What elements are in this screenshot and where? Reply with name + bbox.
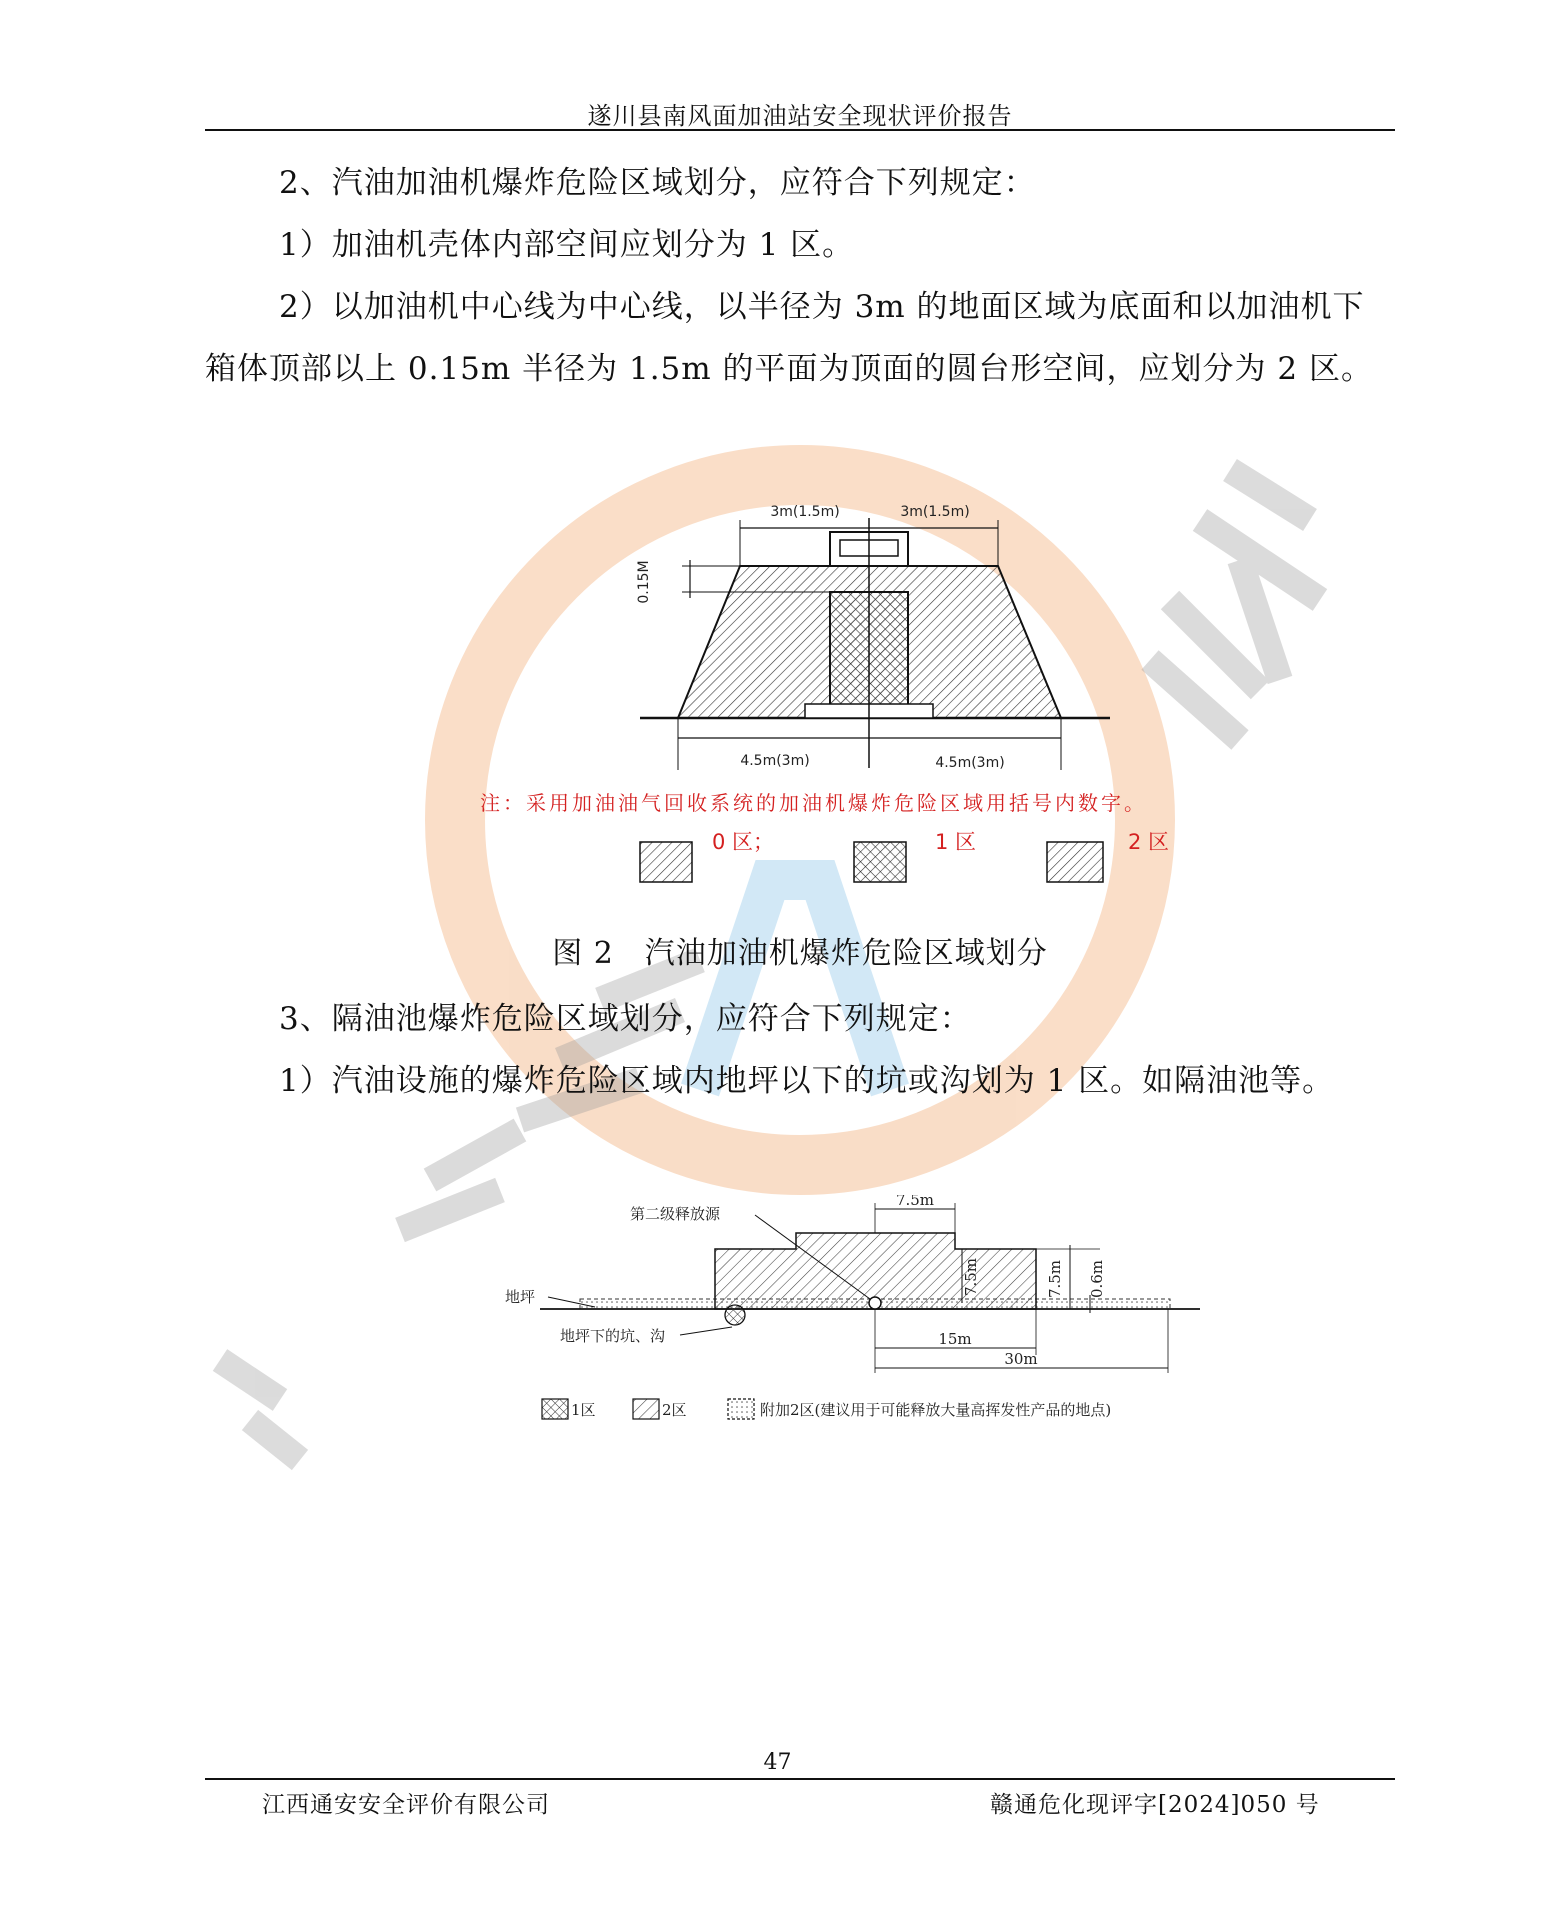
fig1-legend-2: 2 区 <box>1128 830 1170 854</box>
figure-separator-zones <box>500 1195 1240 1440</box>
fig1-dim-top-right: 3m(1.5m) <box>900 504 970 520</box>
paragraph-2: 1）加油机壳体内部空间应划分为 1 区。 <box>279 227 855 263</box>
fig1-dim-bottom-right: 4.5m(3m) <box>935 755 1005 771</box>
fig2-label-source: 第二级释放源 <box>630 1205 721 1223</box>
paragraph-5: 1）汽油设施的爆炸危险区域内地坪以下的坑或沟划为 1 区。如隔油池等。 <box>279 1063 1335 1099</box>
fig1-legend-1: 1 区 <box>935 830 977 854</box>
fig1-dim-top-left: 3m(1.5m) <box>770 504 840 520</box>
fig2-dim-30: 30m <box>1004 1350 1038 1368</box>
fig2-label-ground: 地坪 <box>505 1288 536 1306</box>
fig2-label-pit: 地坪下的坑、沟 <box>560 1327 666 1345</box>
paragraph-1: 2、汽油加油机爆炸危险区域划分，应符合下列规定： <box>279 165 1036 201</box>
footer-doc-number: 赣通危化现评字[2024]050 号 <box>990 1792 1320 1818</box>
paragraph-4: 3、隔油池爆炸危险区域划分，应符合下列规定： <box>279 1001 972 1037</box>
figure-1-caption: 图 2 汽油加油机爆炸危险区域划分 <box>552 936 1048 971</box>
fig1-note: 注：采用加油油气回收系统的加油机爆炸危险区域用括号内数字。 <box>480 791 1147 815</box>
page-header: 遂川县南风面加油站安全现状评价报告 <box>587 102 1013 130</box>
fig2-legend-2: 2区 <box>662 1401 687 1419</box>
fig2-legend-swatch-2 <box>633 1399 659 1419</box>
fig2-dim-top: 7.5m <box>895 1195 935 1209</box>
fig1-dim-bottom-left: 4.5m(3m) <box>740 753 810 769</box>
fig2-dim-right-height: 7.5m <box>1046 1259 1064 1299</box>
fig2-dim-small: 0.6m <box>1088 1259 1106 1299</box>
fig1-legend-swatch-0 <box>640 842 692 882</box>
figure-dispenser-zones <box>420 490 1200 900</box>
fig2-release-source <box>869 1297 881 1309</box>
fig2-legend-swatch-1 <box>542 1399 568 1419</box>
footer-rule <box>205 1778 1395 1780</box>
fig1-dim-height: 0.15M <box>636 560 652 604</box>
fig2-dim-mid-height: 7.5m <box>962 1257 980 1297</box>
page-number: 47 <box>763 1750 792 1775</box>
fig2-legend-1: 1区 <box>571 1401 596 1419</box>
footer-company: 江西通安安全评价有限公司 <box>262 1792 550 1818</box>
fig2-legend-extra: 附加2区(建议用于可能释放大量高挥发性产品的地点) <box>760 1401 1112 1419</box>
header-rule <box>205 129 1395 131</box>
fig1-legend-0: 0 区； <box>712 830 775 854</box>
fig2-dim-15: 15m <box>938 1330 972 1348</box>
fig1-legend-swatch-1 <box>854 842 906 882</box>
paragraph-3: 2）以加油机中心线为中心线，以半径为 3m 的地面区域为底面和以加油机下箱体顶部以上 0.15m 半径为 1.5m 的平面为顶面的圆台形空间，应划分为 2 区。 <box>205 289 1373 387</box>
fig1-legend-swatch-2 <box>1047 842 1103 882</box>
fig2-pit <box>725 1305 745 1325</box>
fig2-legend-swatch-extra <box>728 1399 754 1419</box>
